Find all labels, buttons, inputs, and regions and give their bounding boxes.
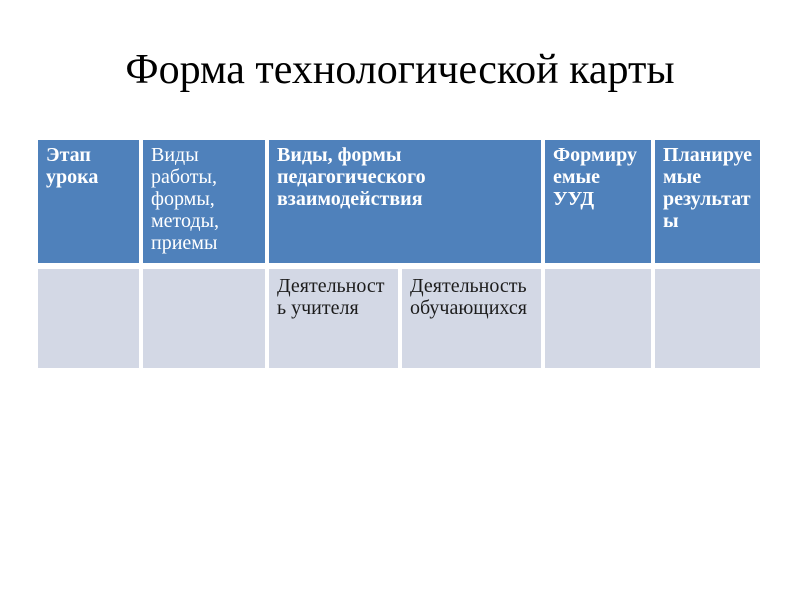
- body-cell-teacher-activity: Деятельност ь учителя: [269, 269, 398, 368]
- body-cell-formed-uud-empty: [545, 269, 651, 368]
- slide-title: Форма технологической карты: [125, 47, 675, 93]
- header-cell-pedagogical-interaction: Виды, формы педагогического взаимодействия: [269, 140, 541, 263]
- header-cell-formed-uud: Формиру емые УУД: [545, 140, 651, 263]
- header-cell-lesson-stage: Этап урока: [38, 140, 139, 263]
- body-cell-lesson-stage-empty: [38, 269, 139, 368]
- header-cell-work-types: Виды работы, формы, методы, приемы: [143, 140, 265, 263]
- body-cell-planned-results-empty: [655, 269, 760, 368]
- body-cell-student-activity: Деятельность обучающихся: [402, 269, 541, 368]
- body-cell-work-types-empty: [143, 269, 265, 368]
- tech-map-table: [38, 140, 760, 368]
- header-cell-planned-results: Планируе мые результат ы: [655, 140, 760, 263]
